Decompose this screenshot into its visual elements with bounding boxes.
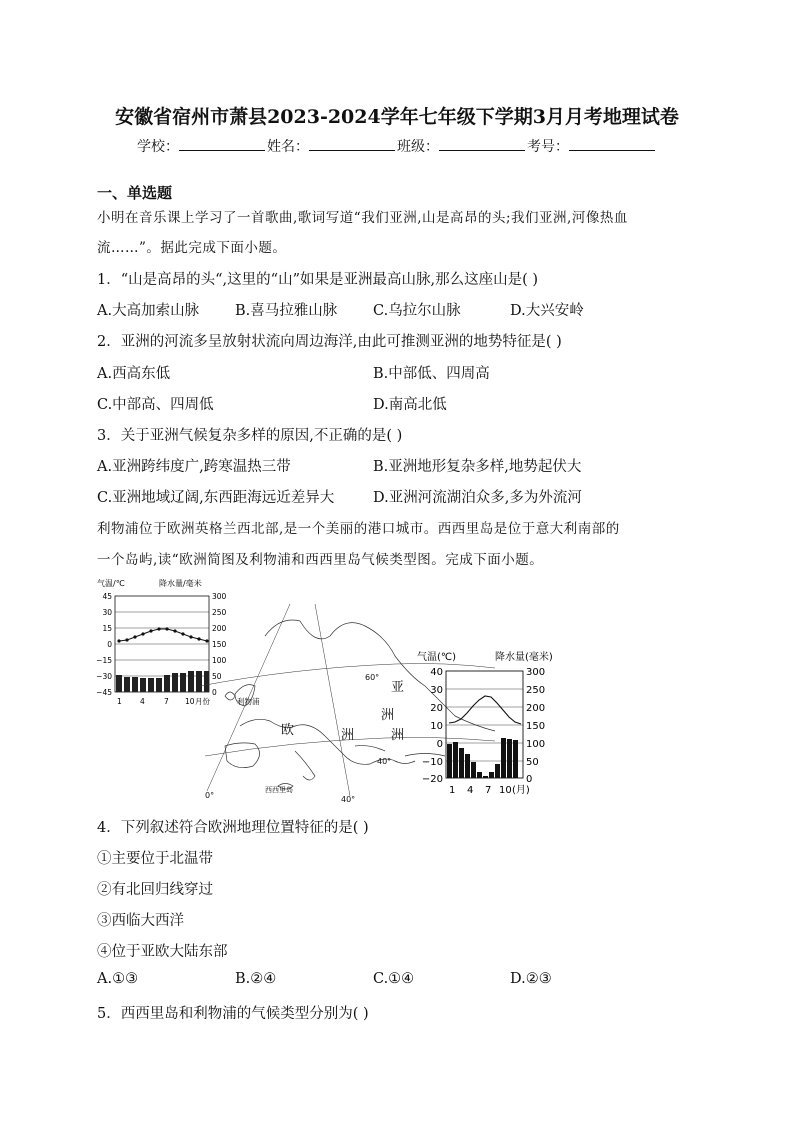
liverpool-precip-tick: 300 <box>212 592 227 601</box>
map-label-asia-3: 洲 <box>391 728 405 743</box>
q2-option-d: D.南高北低 <box>373 397 447 413</box>
sicily-temp-tick: 20 <box>430 703 443 714</box>
q4-option-d: D.②③ <box>510 971 552 987</box>
liverpool-precip-label: 降水量/毫米 <box>159 579 202 588</box>
sicily-precip-tick: 50 <box>526 757 539 768</box>
name-blank <box>309 137 395 151</box>
passage2-line2: 一个岛屿,读“欧洲简图及利物浦和西西里岛气候类型图。完成下面小题。 <box>97 552 544 568</box>
liverpool-month-tick: 1 <box>117 697 122 706</box>
liverpool-month-unit: 月份 <box>195 697 210 706</box>
sicily-temp-curve <box>449 696 521 724</box>
sicily-precip-tick: 100 <box>526 739 546 750</box>
sicily-temp-tick: −10 <box>421 757 443 768</box>
q5-stem: 5．西西里岛和利物浦的气候类型分别为( ) <box>97 1006 369 1022</box>
liverpool-temp-curve <box>119 629 207 641</box>
q1-option-b: B.喜马拉雅山脉 <box>235 303 338 319</box>
q3-stem: 3．关于亚洲气候复杂多样的原因,不正确的是( ) <box>97 428 403 444</box>
map-label-europe-1: 欧 <box>281 723 295 738</box>
section-heading: 一、单选题 <box>97 184 173 202</box>
figure-europe-climate <box>95 576 575 806</box>
school-label: 学校： <box>137 139 179 155</box>
sicily-temp-label: 气温(℃) <box>417 652 457 663</box>
map-label-sicily: 西西里岛 <box>265 786 293 794</box>
sicily-precip-tick: 300 <box>526 667 546 678</box>
sicily-month-tick: 10 <box>499 785 512 796</box>
q3-option-d: D.亚洲河流湖泊众多,多为外流河 <box>373 490 582 506</box>
class-blank <box>439 137 525 151</box>
sicily-precip-bars <box>447 738 518 778</box>
sicily-temp-tick: 0 <box>436 739 443 750</box>
sicily-month-tick: 1 <box>449 785 456 796</box>
sicily-precip-tick: 0 <box>526 774 533 785</box>
exam-no-blank <box>569 137 655 151</box>
page-title: 安徽省宿州市萧县2023-2024学年七年级下学期3月月考地理试卷 <box>115 106 679 128</box>
map-label-europe-2: 洲 <box>341 728 355 743</box>
liverpool-temp-label: 气温/℃ <box>97 579 125 588</box>
q4-option-a: A.①③ <box>97 971 139 987</box>
map-label-liverpool: 利物浦 <box>237 697 260 706</box>
q4-statement-1: ①主要位于北温带 <box>97 851 213 867</box>
q1-stem: 1．“山是高昂的头“,这里的“山”如果是亚洲最高山脉,那么这座山是( ) <box>97 272 539 288</box>
q3-option-c: C.亚洲地域辽阔,东西距海远近差异大 <box>97 490 335 506</box>
sicily-temp-tick: 30 <box>430 685 443 696</box>
liverpool-temp-tick: 45 <box>102 592 112 601</box>
liverpool-precip-tick: 250 <box>212 608 227 617</box>
q3-option-a: A.亚洲跨纬度广,跨寒温热三带 <box>97 459 291 475</box>
q4-option-b: B.②④ <box>235 971 277 987</box>
passage1-line2: 流……”。据此完成下面小题。 <box>97 240 287 256</box>
passage1-line1: 小明在音乐课上学习了一首歌曲,歌词写道“我们亚洲,山是高昂的头;我们亚洲,河像热血 <box>97 210 628 226</box>
q2-stem: 2．亚洲的河流多呈放射状流向周边海洋,由此可推测亚洲的地势特征是( ) <box>97 334 562 350</box>
q4-stem: 4．下列叙述符合欧洲地理位置特征的是( ) <box>97 820 369 836</box>
liverpool-month-tick: 7 <box>164 697 169 706</box>
liverpool-precip-tick: 50 <box>212 672 222 681</box>
sicily-precip-tick: 150 <box>526 721 546 732</box>
liverpool-month-tick: 10 <box>185 697 195 706</box>
map-label-lon0: 0° <box>205 791 215 800</box>
q3-option-b: B.亚洲地形复杂多样,地势起伏大 <box>373 459 582 475</box>
q1-option-a: A.大高加索山脉 <box>97 303 200 319</box>
liverpool-month-tick: 4 <box>140 697 145 706</box>
liverpool-precip-tick: 200 <box>212 624 227 633</box>
liverpool-precip-tick: 100 <box>212 656 227 665</box>
liverpool-precip-bars <box>116 671 209 692</box>
q4-statement-3: ③西临大西洋 <box>97 913 184 929</box>
liverpool-temp-tick: 0 <box>107 640 112 649</box>
student-info-line <box>0 136 794 156</box>
class-label: 班级： <box>397 139 439 155</box>
map-label-lat40: 40° <box>377 757 392 766</box>
liverpool-temp-tick: −45 <box>96 688 112 697</box>
name-label: 姓名： <box>267 139 309 155</box>
map-label-lon40: 40° <box>341 795 356 804</box>
q2-option-a: A.西高东低 <box>97 366 171 382</box>
passage2-line1: 利物浦位于欧洲英格兰西北部,是一个美丽的港口城市。西西里岛是位于意大利南部的 <box>97 521 620 537</box>
q4-option-c: C.①④ <box>373 971 415 987</box>
q4-statement-2: ②有北回归线穿过 <box>97 882 213 898</box>
sicily-precip-label: 降水量(毫米) <box>495 652 553 663</box>
sicily-precip-tick: 250 <box>526 685 546 696</box>
q1-option-d: D.大兴安岭 <box>510 303 584 319</box>
q1-option-c: C.乌拉尔山脉 <box>373 303 461 319</box>
q2-option-c: C.中部高、四周低 <box>97 397 214 413</box>
liverpool-precip-tick: 0 <box>212 688 217 697</box>
school-blank <box>179 137 265 151</box>
liverpool-temp-tick: −30 <box>96 672 112 681</box>
liverpool-temp-tick: 15 <box>102 624 112 633</box>
map-label-lat60: 60° <box>365 673 380 682</box>
sicily-month-tick: 7 <box>485 785 492 796</box>
sicily-month-tick: 4 <box>467 785 474 796</box>
sicily-month-unit: (月) <box>512 785 530 796</box>
liverpool-precip-tick: 150 <box>212 640 227 649</box>
map-label-asia-1: 亚 <box>391 680 405 695</box>
liverpool-temp-tick: −15 <box>96 656 112 665</box>
sicily-climate-chart <box>417 650 553 796</box>
sicily-temp-tick: −20 <box>421 774 443 785</box>
liverpool-climate-chart <box>96 578 226 706</box>
map-label-asia-2: 洲 <box>381 708 395 723</box>
exam-no-label: 考号： <box>527 139 569 155</box>
liverpool-temp-tick: 30 <box>102 608 112 617</box>
sicily-temp-tick: 10 <box>430 721 443 732</box>
q2-option-b: B.中部低、四周高 <box>373 366 490 382</box>
sicily-temp-tick: 40 <box>430 667 443 678</box>
sicily-precip-tick: 200 <box>526 703 546 714</box>
q4-statement-4: ④位于亚欧大陆东部 <box>97 944 228 960</box>
